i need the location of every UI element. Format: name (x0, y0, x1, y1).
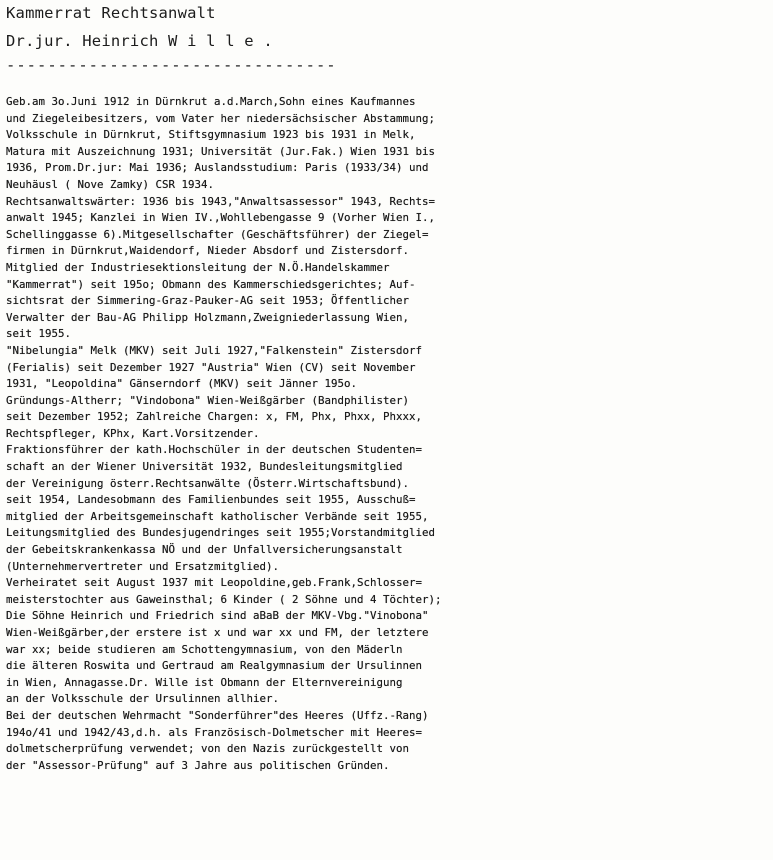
text-line: anwalt 1945; Kanzlei in Wien IV.,Wohllebengasse 9 (Vorher Wien I., (6, 211, 436, 225)
text-line: Schellinggasse 6).Mitgesellschafter (Geschäftsführer) der Ziegel= (6, 227, 429, 241)
text-line: schaft an der Wiener Universität 1932, Bundesleitungsmitglied (6, 460, 403, 474)
document-body (6, 94, 770, 774)
text-line: an der Volksschule der Ursulinnen allhier. (6, 692, 280, 706)
text-line: sichtsrat der Simmering-Graz-Pauker-AG seit 1953; Öffentlicher (6, 294, 410, 308)
text-line: firmen in Dürnkrut,Waidendorf, Nieder Absdorf und Zistersdorf. (6, 244, 410, 258)
text-line: war xx; beide studieren am Schottengymnasium, von den Mäderln (6, 642, 403, 656)
text-line: Rechtsanwaltswärter: 1936 bis 1943,"Anwaltsassessor" 1943, Rechts= (6, 194, 436, 208)
text-line: 194o/41 und 1942/43,d.h. als Französisch-Dolmetscher mit Heeres= (6, 725, 423, 739)
text-line: Rechtspfleger, KPhx, Kart.Vorsitzender. (6, 426, 260, 440)
text-line: der Vereinigung österr.Rechtsanwälte (Österr.Wirtschaftsbund). (6, 476, 410, 490)
text-line: (Unternehmervertreter und Ersatzmitglied). (6, 559, 280, 573)
text-line: mitglied der Arbeitsgemeinschaft katholischer Verbände seit 1955, (6, 509, 429, 523)
text-line: Verwalter der Bau-AG Philipp Holzmann,Zweigniederlassung Wien, (6, 310, 410, 324)
text-line: Mitglied der Industriesektionsleitung der N.Ö.Handelskammer (6, 260, 390, 274)
text-line: der Gebeitskrankenkassa NÖ und der Unfallversicherungsanstalt (6, 543, 403, 557)
text-line: in Wien, Annagasse.Dr. Wille ist Obmann der Elternvereinigung (6, 675, 403, 689)
text-line: seit 1955. (6, 327, 72, 341)
text-line: (Ferialis) seit Dezember 1927 "Austria" Wien (CV) seit November (6, 360, 416, 374)
text-line: Bei der deutschen Wehrmacht "Sonderführer"des Heeres (Uffz.-Rang) (6, 708, 429, 722)
header-title-line: Kammerrat Rechtsanwalt (6, 4, 216, 22)
text-line: 1936, Prom.Dr.jur: Mai 1936; Auslandsstudium: Paris (1933/34) und (6, 161, 429, 175)
header-underline: -------------------------------- (6, 56, 337, 74)
text-line: seit Dezember 1952; Zahlreiche Chargen: x, FM, Phx, Phxx, Phxxx, (6, 410, 423, 424)
text-line: der "Assessor-Prüfung" auf 3 Jahre aus politischen Gründen. (6, 758, 390, 772)
text-line: Fraktionsführer der kath.Hochschüler in der deutschen Studenten= (6, 443, 423, 457)
header-name-line: Dr.jur. Heinrich W i l l e . (6, 32, 273, 50)
text-line: und Ziegeleibesitzers, vom Vater her niedersächsischer Abstammung; (6, 111, 436, 125)
text-line: seit 1954, Landesobmann des Familienbundes seit 1955, Ausschuß= (6, 493, 416, 507)
text-line: Volksschule in Dürnkrut, Stiftsgymnasium 1923 bis 1931 in Melk, (6, 128, 416, 142)
text-line: Wien-Weißgärber,der erstere ist x und war xx und FM, der letztere (6, 626, 429, 639)
text-line: Leitungsmitglied des Bundesjugendringes seit 1955;Vorstandmitglied (6, 526, 436, 540)
text-line: Matura mit Auszeichnung 1931; Universität (Jur.Fak.) Wien 1931 bis (6, 144, 436, 158)
text-line: 1931, "Leopoldina" Gänserndorf (MKV) seit Jänner 195o. (6, 377, 358, 391)
text-line: Geb.am 3o.Juni 1912 in Dürnkrut a.d.March,Sohn eines Kaufmannes (6, 95, 416, 108)
text-line: dolmetscherprüfung verwendet; von den Nazis zurückgestellt von (6, 742, 410, 756)
text-line: meisterstochter aus Gaweinsthal; 6 Kinder ( 2 Söhne und 4 Töchter); (6, 592, 442, 606)
text-line: Gründungs-Altherr; "Vindobona" Wien-Weißgärber (Bandphilister) (6, 393, 410, 407)
text-line: Die Söhne Heinrich und Friedrich sind aBaB der MKV-Vbg."Vinobona" (6, 609, 429, 623)
text-line: Neuhäusl ( Nove Zamky) CSR 1934. (6, 177, 215, 191)
text-line: Verheiratet seit August 1937 mit Leopoldine,geb.Frank,Schlosser= (6, 576, 423, 590)
text-line: die älteren Roswita und Gertraud am Realgymnasium der Ursulinnen (6, 659, 423, 673)
text-line: "Kammerrat") seit 195o; Obmann des Kammerschiedsgerichtes; Auf- (6, 277, 416, 291)
text-line: "Nibelungia" Melk (MKV) seit Juli 1927,"Falkenstein" Zistersdorf (6, 343, 423, 357)
